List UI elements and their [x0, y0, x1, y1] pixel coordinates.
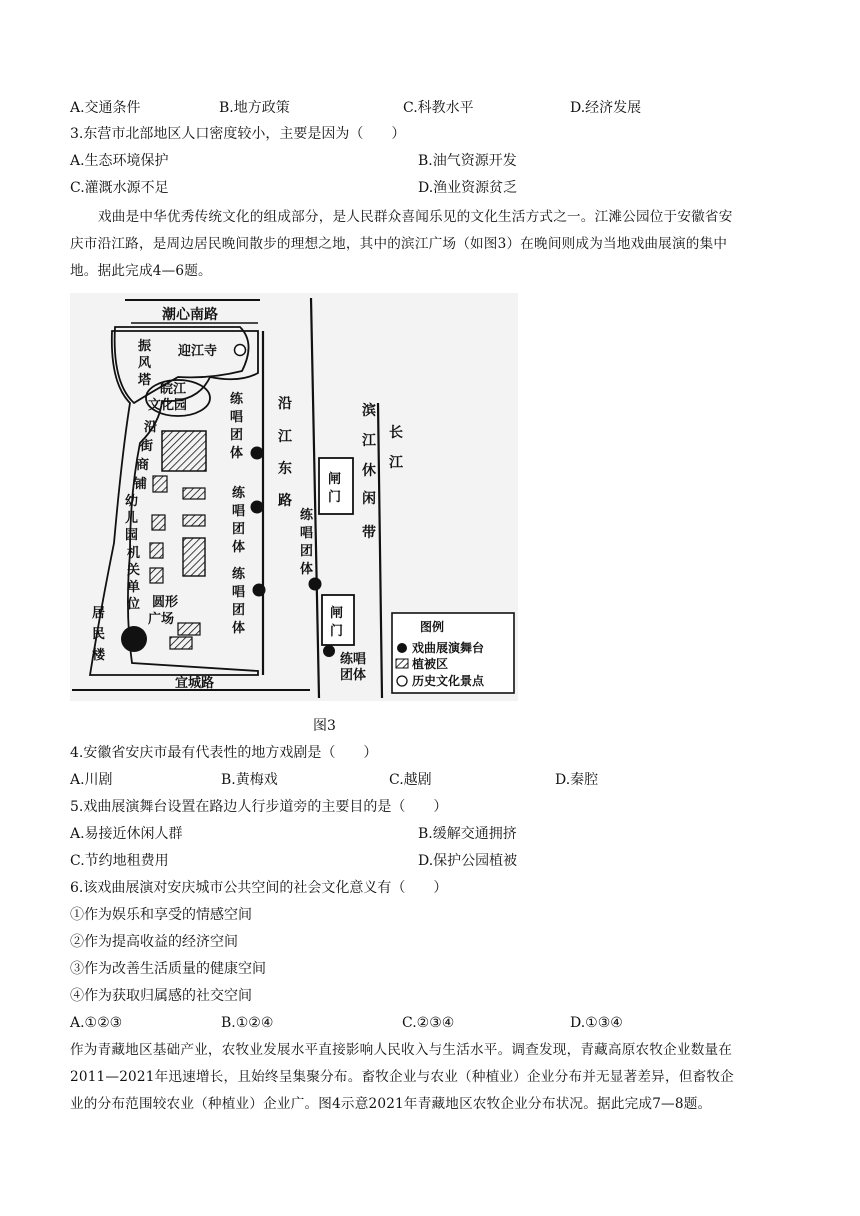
legend-historic-symbol [397, 676, 407, 686]
residence-label-3: 楼 [92, 648, 106, 663]
q4-option-c: C.越剧 [389, 772, 432, 788]
tower-label-1: 振 [138, 339, 152, 354]
shops-label-3: 商 [136, 458, 150, 473]
residence-label-1: 居 [92, 606, 106, 621]
temple-marker [235, 345, 246, 356]
legend-title: 图例 [420, 620, 445, 634]
intro-7-8-line2: 2011—2021年迅速增长，且始终呈集聚分布。畜牧企业与农业（种植业）企业分布并无显著差异，但畜牧企 [70, 1069, 734, 1085]
belt-label-5: 带 [362, 525, 376, 541]
river-label-1: 长 [389, 425, 403, 441]
troupe5-label-1: 练唱 [340, 652, 367, 667]
q6-option-d: D.①③④ [570, 1015, 623, 1031]
stage-marker [251, 501, 264, 514]
q5-stem: 5.戏曲展演舞台设置在路边人行步道旁的主要目的是（ ） [70, 799, 448, 815]
vegetation-block [150, 568, 163, 583]
belt-label-1: 滨 [362, 403, 376, 419]
residence-label-2: 民 [92, 627, 106, 642]
q4-option-a: A.川剧 [70, 772, 113, 788]
q6-item-2: ②作为提高收益的经济空间 [70, 934, 238, 950]
institution-label-2: 关 [127, 563, 141, 578]
q2-option-a: A.交通条件 [70, 100, 141, 116]
road-label-3: 东 [278, 461, 292, 477]
intro-4-6-line3: 地。据此完成4—6题。 [70, 263, 212, 279]
troupe2-label-2: 唱 [232, 504, 246, 519]
kindergarten-label-1: 幼 [125, 494, 139, 509]
vegetation-block [170, 637, 192, 649]
garden-label-1: 皖江 [160, 382, 187, 397]
q3-option-c: C.灌溉水源不足 [70, 180, 169, 196]
troupe4-label-3: 团 [300, 544, 314, 559]
intro-4-6-line1: 戏曲是中华优秀传统文化的组成部分，是人民群众喜闻乐见的文化生活方式之一。江滩公园位于安徽省安 [98, 209, 733, 225]
figure3-map [70, 293, 518, 701]
vegetation-block [183, 488, 205, 499]
figure3-caption: 图3 [313, 718, 336, 734]
q2-option-b: B.地方政策 [219, 100, 290, 116]
institution-label-4: 位 [127, 597, 141, 612]
q6-stem: 6.该戏曲展演对安庆城市公共空间的社会文化意义有（ ） [70, 880, 448, 896]
q4-stem: 4.安徽省安庆市最有代表性的地方戏剧是（ ） [70, 745, 378, 761]
q5-option-b: B.缓解交通拥挤 [418, 826, 517, 842]
gate-north-label-1: 闸 [328, 472, 342, 487]
stage-marker [251, 447, 264, 460]
vegetation-block [153, 476, 167, 492]
legend-item-stage: 戏曲展演舞台 [412, 641, 485, 655]
q6-item-4: ④作为获取归属感的社交空间 [70, 988, 252, 1004]
q3-option-b: B.油气资源开发 [418, 153, 517, 169]
q6-item-1: ①作为娱乐和享受的情感空间 [70, 907, 252, 923]
q3-stem: 3.东营市北部地区人口密度较小，主要是因为（ ） [70, 126, 406, 142]
road-label-4: 路 [278, 493, 292, 509]
troupe4-label-2: 唱 [300, 526, 314, 541]
troupe1-label-3: 团 [230, 428, 244, 443]
legend-stage-symbol [397, 643, 407, 653]
river-label-2: 江 [389, 455, 403, 471]
plaza-label-2: 广场 [148, 612, 175, 627]
legend-vegetation-symbol [396, 659, 408, 668]
intro-7-8-line3: 业的分布范围较农业（种植业）企业广。图4示意2021年青藏地区农牧企业分布状况。据此完成7—8题。 [70, 1096, 712, 1112]
troupe3-label-3: 团 [232, 603, 246, 618]
troupe2-label-4: 体 [232, 540, 246, 555]
kindergarten-label-3: 园 [125, 528, 139, 543]
q6-option-a: A.①②③ [70, 1015, 123, 1031]
belt-label-4: 闲 [362, 491, 376, 507]
q6-item-3: ③作为改善生活质量的健康空间 [70, 961, 266, 977]
intro-4-6-line2: 庆市沿江路，是周边居民晚间散步的理想之地，其中的滨江广场（如图3）在晚间则成为当地戏曲展演的集中 [70, 236, 728, 252]
shops-label-4: 铺 [134, 477, 148, 492]
belt-label-2: 江 [362, 433, 376, 449]
plaza-label-1: 圆形 [152, 595, 179, 610]
troupe1-label-2: 唱 [230, 410, 244, 425]
vegetation-block [150, 543, 163, 558]
plaza-stage-marker [121, 626, 147, 652]
q5-option-c: C.节约地租费用 [70, 853, 169, 869]
shops-label-2: 街 [140, 439, 154, 454]
legend-item-historic: 历史文化景点 [412, 674, 485, 688]
q3-option-a: A.生态环境保护 [70, 153, 169, 169]
stage-marker [253, 584, 266, 597]
troupe3-label-4: 体 [232, 621, 246, 636]
tower-label-3: 塔 [138, 373, 152, 388]
gate-north-label-2: 门 [328, 490, 342, 505]
vegetation-block [178, 623, 200, 635]
gate-south-label-1: 闸 [330, 606, 344, 621]
road-label-2: 江 [278, 429, 292, 445]
troupe3-label-1: 练 [232, 567, 246, 582]
q4-option-b: B.黄梅戏 [221, 772, 278, 788]
north-road-label: 潮心南路 [162, 307, 218, 323]
road-label-1: 沿 [278, 396, 292, 412]
stage-marker [323, 645, 335, 657]
institution-label-1: 机 [127, 546, 141, 561]
q2-option-c: C.科教水平 [403, 100, 474, 116]
temple-label: 迎江寺 [178, 344, 218, 359]
troupe5-label-2: 团体 [340, 668, 367, 683]
troupe3-label-2: 唱 [232, 585, 246, 600]
vegetation-block [162, 431, 206, 471]
south-road-label: 宜城路 [175, 676, 215, 691]
q2-option-d: D.经济发展 [570, 100, 642, 116]
institution-label-3: 单 [127, 580, 141, 595]
troupe1-label-4: 体 [230, 446, 244, 461]
troupe4-label-4: 体 [300, 562, 314, 577]
intro-7-8-line1: 作为青藏地区基础产业，农牧业发展水平直接影响人民收入与生活水平。调查发现，青藏高原农牧企业数量在 [70, 1042, 733, 1058]
garden-label-2: 文化园 [148, 398, 188, 413]
troupe4-label-1: 练 [300, 508, 314, 523]
shops-label-1: 沿 [144, 420, 158, 435]
q6-option-c: C.②③④ [402, 1015, 455, 1031]
troupe2-label-1: 练 [232, 486, 246, 501]
q6-option-b: B.①②④ [221, 1015, 274, 1031]
troupe2-label-3: 团 [232, 522, 246, 537]
belt-label-3: 休 [362, 463, 376, 479]
troupe1-label-1: 练 [230, 392, 244, 407]
q3-option-d: D.渔业资源贫乏 [418, 180, 518, 196]
stage-marker [309, 578, 322, 591]
vegetation-block [183, 515, 205, 526]
q4-option-d: D.秦腔 [555, 772, 599, 788]
tower-label-2: 风 [138, 356, 152, 371]
kindergarten-label-2: 儿 [125, 511, 139, 526]
q5-option-d: D.保护公园植被 [418, 853, 518, 869]
legend-item-vegetation: 植被区 [412, 657, 449, 671]
vegetation-block [183, 538, 205, 576]
q5-option-a: A.易接近休闲人群 [70, 826, 183, 842]
gate-south-label-2: 门 [330, 624, 344, 639]
vegetation-block [152, 515, 165, 530]
